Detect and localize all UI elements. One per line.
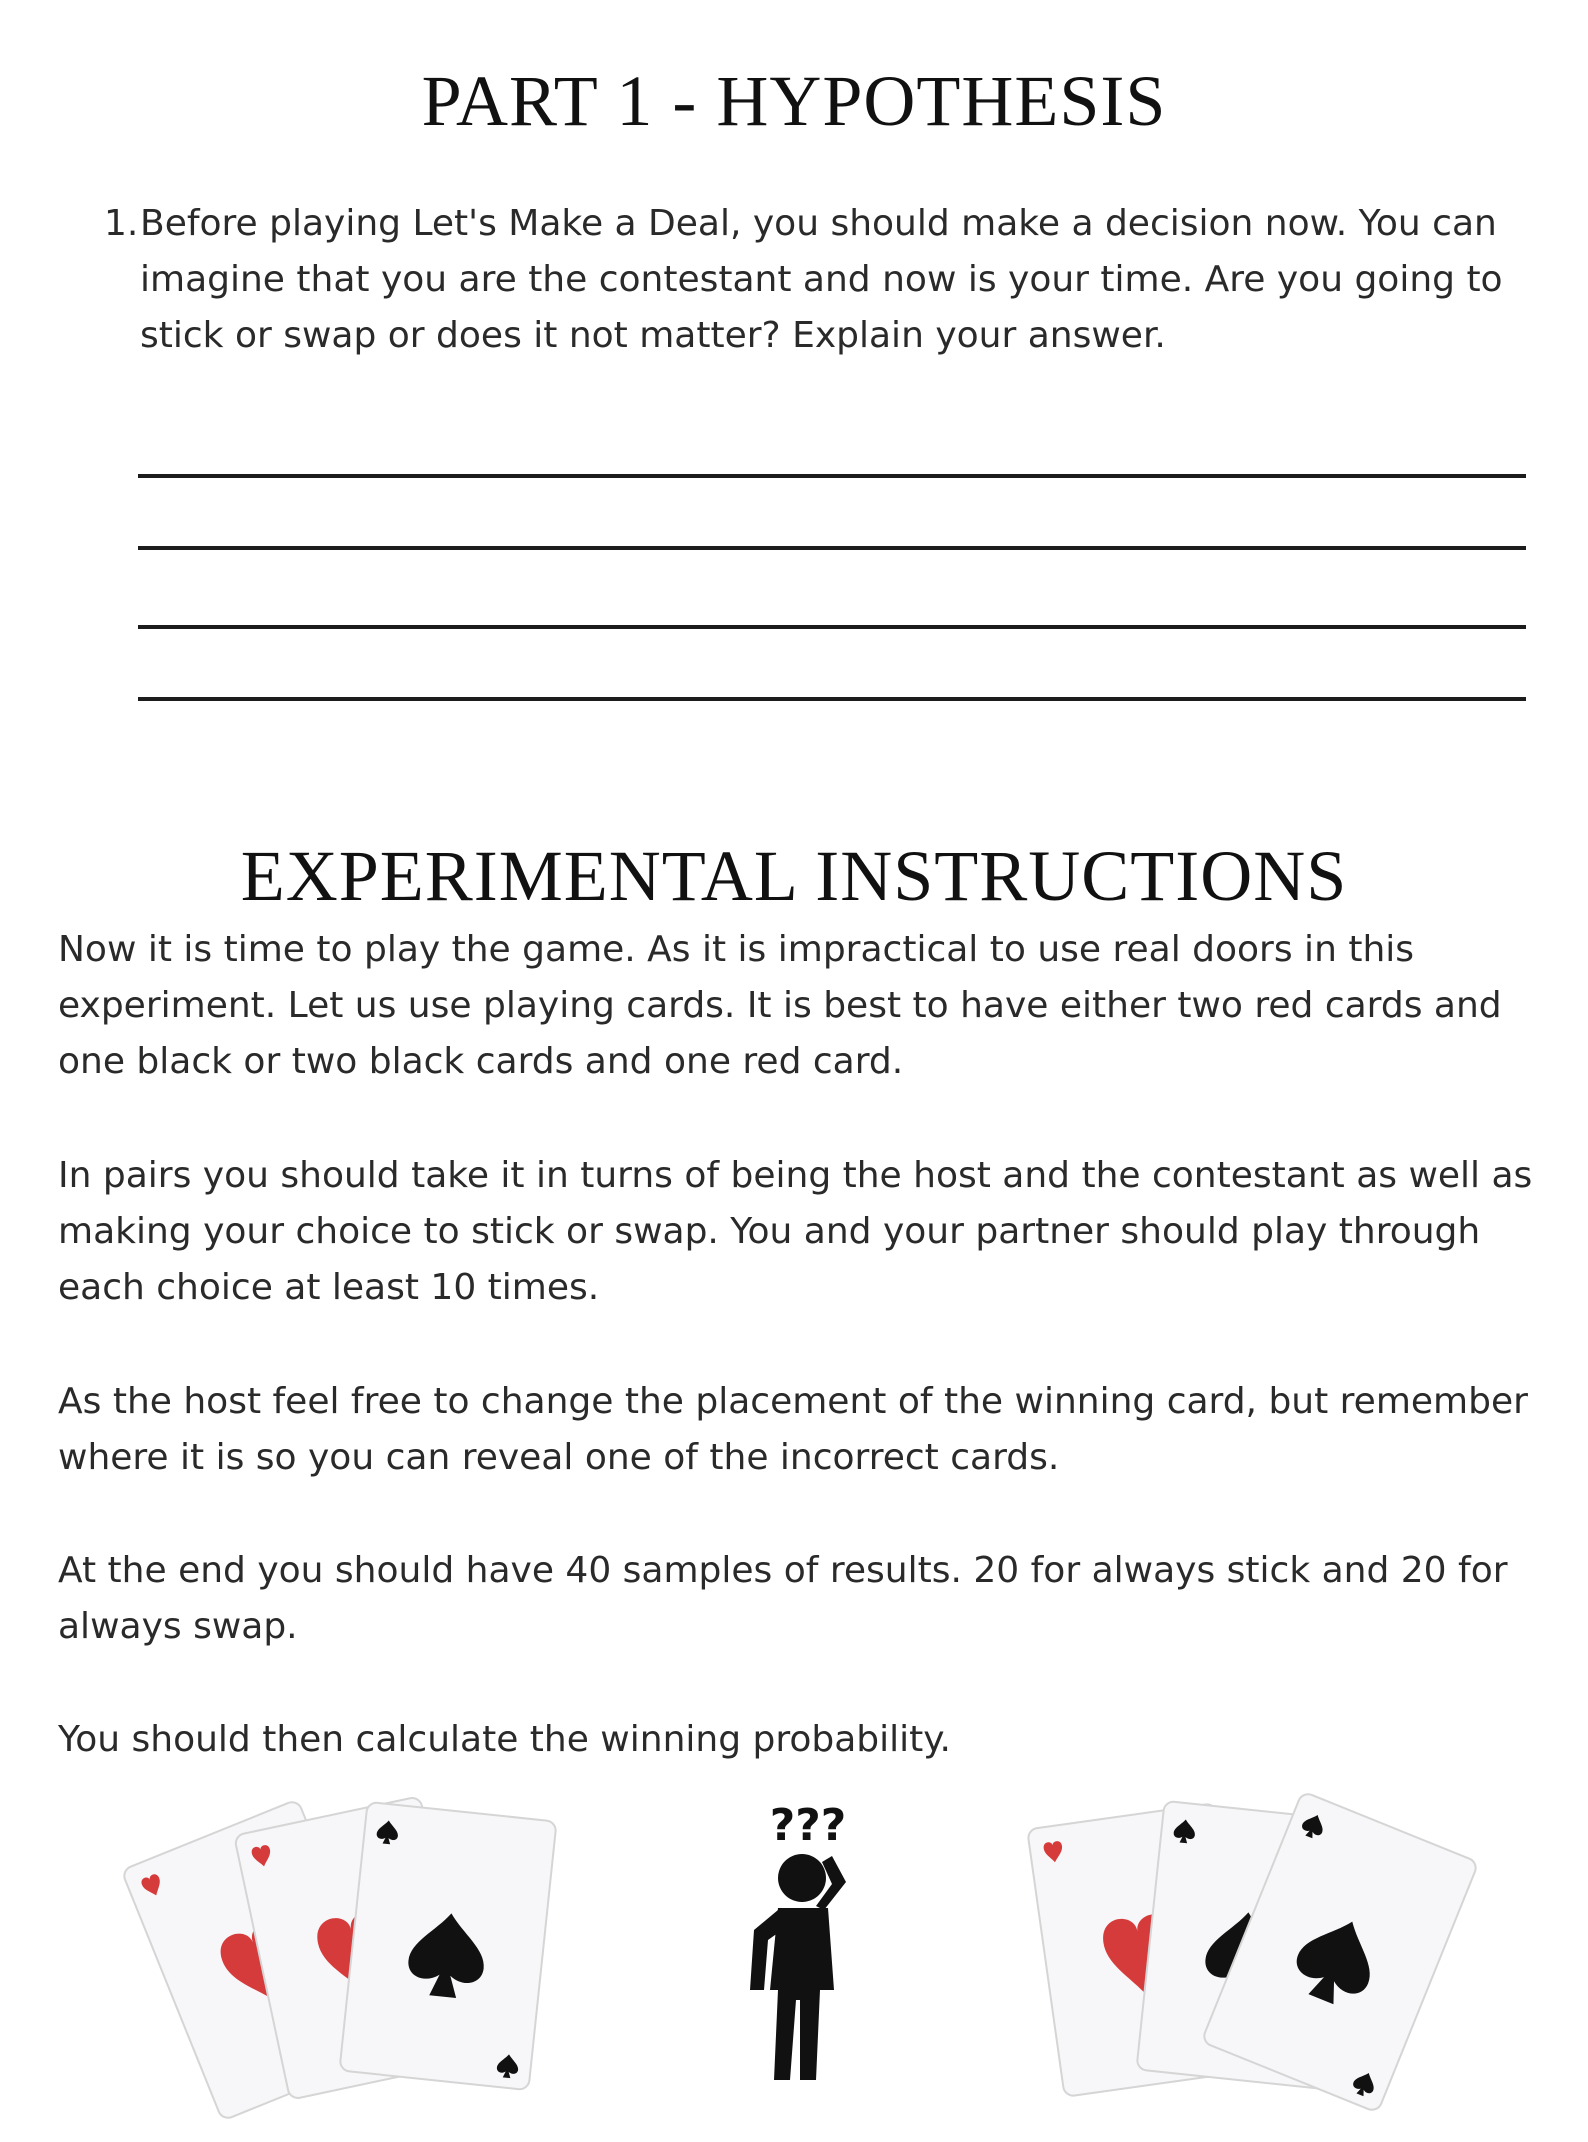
instructions-paragraph: Now it is time to play the game. As it is impractical to use real doors in this experiment. Let us use playing cards. It is best to have either two red cards and one black or two black cards and one red card. [58, 929, 1502, 1082]
part1-heading: PART 1 - HYPOTHESIS [421, 61, 1167, 141]
person-icon [750, 1854, 846, 2080]
right-cards-illustration [1000, 1780, 1510, 2125]
question-text: Before playing Let's Make a Deal, you should make a decision now. You can imagine that you are the contestant and now is your time. Are you going to stick or swap or does it not matter? Explain your answer. [140, 203, 1503, 356]
answer-line[interactable] [138, 546, 1526, 550]
question-marks: ??? [769, 1800, 847, 1851]
spade-card [339, 1802, 556, 2090]
confused-person-illustration [720, 1790, 900, 2090]
instructions-heading: EXPERIMENTAL INSTRUCTIONS [240, 836, 1348, 916]
question-number: 1. [104, 203, 139, 244]
answer-line[interactable] [138, 474, 1526, 478]
left-cards-illustration [110, 1780, 610, 2120]
answer-line[interactable] [138, 697, 1526, 701]
instructions-paragraph: At the end you should have 40 samples of results. 20 for always stick and 20 for always swap. [58, 1550, 1508, 1647]
instructions-paragraph: You should then calculate the winning probability. [58, 1719, 951, 1760]
instructions-paragraph: In pairs you should take it in turns of being the host and the contestant as well as making your choice to stick or swap. You and your partner should play through each choice at least 10 times. [58, 1155, 1533, 1308]
instructions-paragraph: As the host feel free to change the placement of the winning card, but remember where it is so you can reveal one of the incorrect cards. [58, 1381, 1528, 1478]
answer-line[interactable] [138, 625, 1526, 629]
